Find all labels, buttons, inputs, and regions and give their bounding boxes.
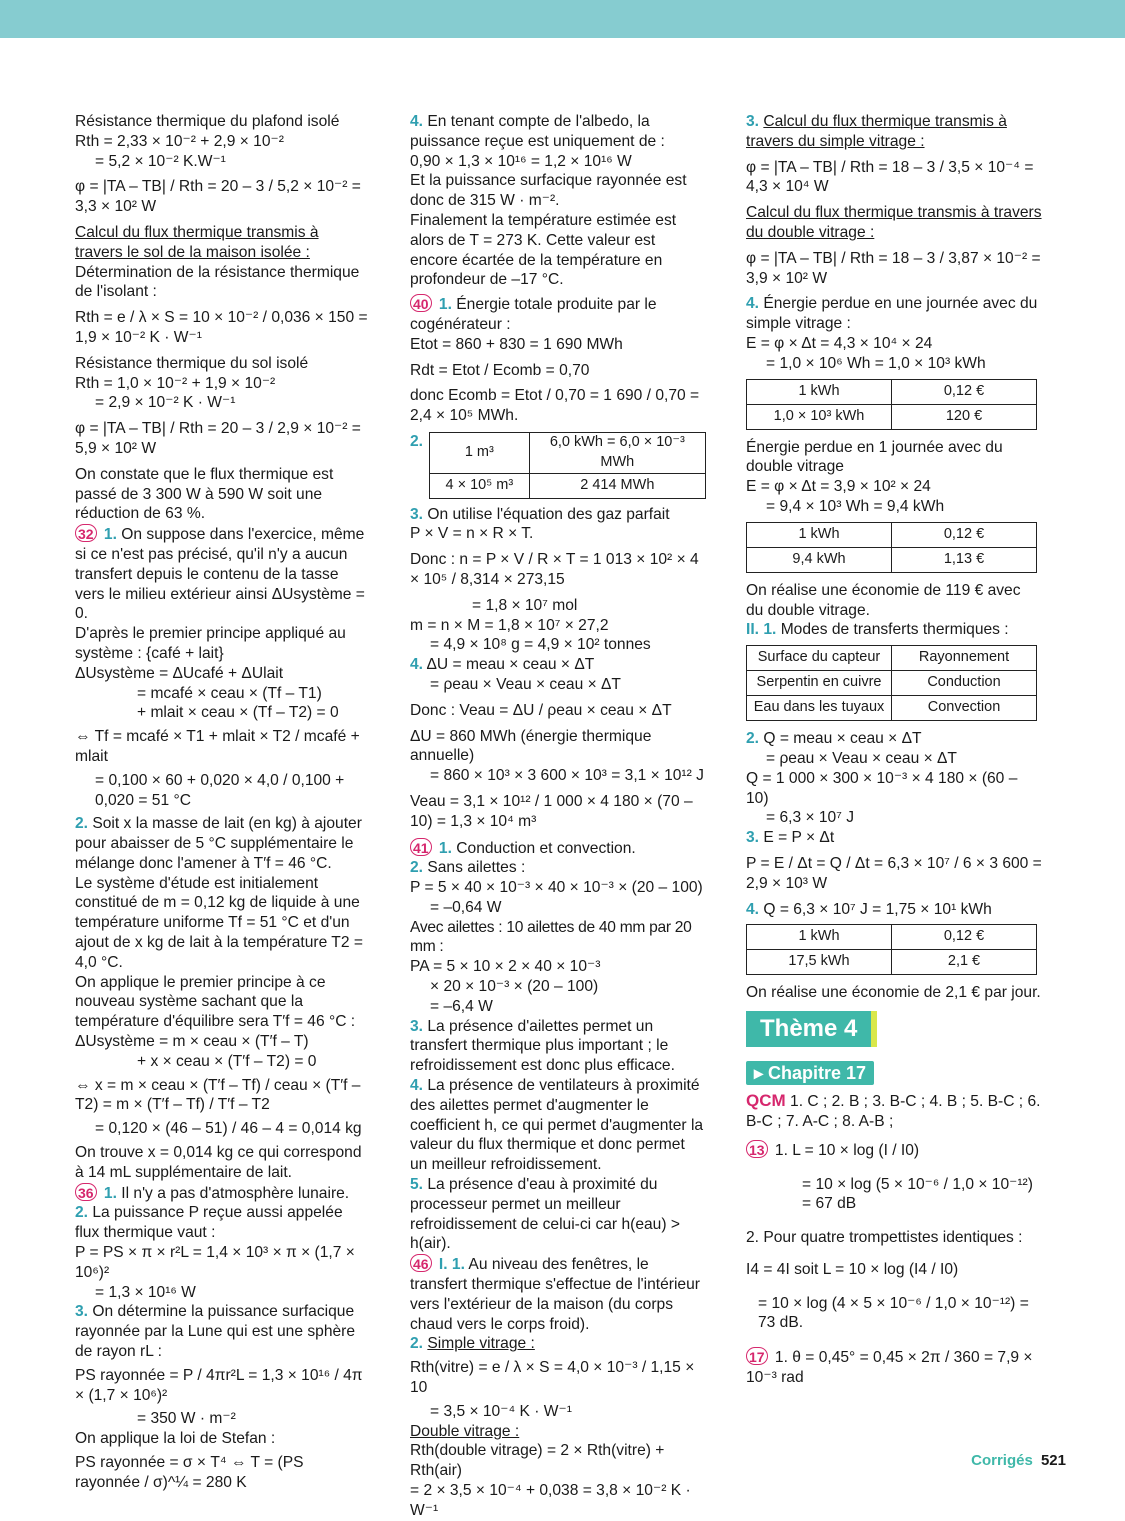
table-cell: Rayonnement [892,646,1037,671]
header-band [0,0,1125,38]
column-2 [410,112,706,1521]
exercise-number-badge: 40 [410,294,432,312]
question-number: 3. [410,1017,424,1035]
table-cell: Eau dans les tuyaux [747,696,892,721]
exercise-40 [410,294,706,335]
formula-line: Veau = 3,1 × 10¹² / 1 000 × 4 180 × (70 – 10) = 1,3 × 10⁴ m³ [410,792,693,830]
question-number: 4. [410,656,424,674]
text-line: Finalement la température estimée est alors de T = 273 K. Cette valeur est encore écartée de la température en profondeur de –17 °C. [410,211,677,289]
question-3 [746,112,1042,152]
table-row [747,547,1037,572]
text-line: = 6,3 × 10⁷ J [766,809,855,827]
table-cell: 17,5 kWh [747,950,892,975]
formula-line: φ = |TA – TB| / Rth = 18 – 3 / 3,5 × 10⁻⁴ = 4,3 × 10⁴ W [746,158,1034,196]
text-line: Au niveau des fenêtres, le transfert thermique s'effectue de l'intérieur vers l'extérieur de la maison (du corps chaud vers le corps froid). [410,1256,700,1333]
double-glazing-cost-table [746,522,1037,573]
text-line: On applique la loi de Stefan : [75,1430,276,1448]
formula-line: φ = |TA – TB| / Rth = 20 – 3 / 5,2 × 10⁻² = 3,3 × 10² W [75,178,361,216]
question-number: 4. [746,900,760,918]
exercise-17 [746,1347,1042,1388]
question-5 [410,1175,706,1254]
text-line: Rth = 1,0 × 10⁻² + 1,9 × 10⁻² [75,374,276,392]
formula-line: ⇔ x = m × ceau × (T′f – Tf) / ceau × (T′f – T2) = m × (T′f – Tf) / T′f – T2 [75,1076,361,1114]
table-row [747,925,1037,950]
text-line: + mlait × ceau × (Tf – T2) = 0 [137,704,339,722]
simple-glazing-cost-table [746,379,1037,430]
table-cell: Conduction [892,671,1037,696]
text-line: = 1,8 × 10⁷ mol [472,596,578,614]
exercise-number-badge: 32 [75,524,97,542]
text-line: = ρeau × Veau × ceau × ΔT [430,675,621,693]
table-cell: 0,12 € [892,522,1037,547]
text-line: Rth(double vitrage) = 2 × Rth(vitre) + Rth(air) [410,1442,665,1480]
text-line: × 20 × 10⁻³ × (20 – 100) [430,978,599,996]
text-line: P = PS × π × r²L = 1,4 × 10³ × π × (1,7 × 10⁶)² [75,1244,355,1281]
text-line: 2. Pour quatre trompettistes identiques : [746,1229,1023,1247]
text-line: = 860 × 10³ × 3 600 × 10³ = 3,1 × 10¹² J [430,767,704,785]
text-line: E = P × Δt [763,829,835,847]
text-line: Résistance thermique du plafond isolé [75,113,340,130]
transfer-modes-table [746,645,1037,721]
text-line: Q = 1 000 × 300 × 10⁻³ × 4 180 × (60 – 10) [746,769,1018,807]
exercise-number-badge: 13 [746,1140,768,1158]
table-row [747,671,1037,696]
text-line: Soit x la masse de lait (en kg) à ajouter pour abaisser de 5 °C supplémentaire le mélange donc l'amener à T′f = 46 °C. [75,815,362,872]
exercise-36 [75,1183,369,1204]
formula-line: donc Ecomb = Etot / 0,70 = 1 690 / 0,70 = 2,4 × 10⁵ MWh. [410,387,700,425]
text-line: Double vitrage : [410,1422,520,1440]
question-2 [410,1334,706,1354]
question-number: 2. [75,1204,89,1222]
formula-line: φ = |TA – TB| / Rth = 20 – 3 / 2,9 × 10⁻² = 5,9 × 10² W [75,420,361,457]
table-cell: 120 € [892,404,1037,429]
formula-line: φ = |TA – TB| / Rth = 18 – 3 / 3,87 × 10⁻² = 3,9 × 10² W [746,249,1041,287]
table-cell: 0,12 € [892,379,1037,404]
question-number: 5. [410,1176,424,1194]
question-number: 2. [410,432,424,450]
text-line: P × V = n × R × T. [410,525,534,543]
question-4 [410,655,706,675]
question-2 [75,814,369,873]
text-line: On détermine la puissance surfacique rayonnée par la Lune qui est une sphère de rayon rL : [75,1303,356,1361]
exercise-41 [410,838,706,859]
text-line: Énergie perdue en 1 journée avec du double vitrage [746,438,1003,476]
text-line: Etot = 860 + 830 = 1 690 MWh [410,335,623,353]
text-line: On trouve x = 0,014 kg ce qui correspond à 14 mL supplémentaire de lait. [75,1144,362,1181]
question-3 [75,1302,369,1361]
question-4 [410,1076,706,1175]
formula-line: PS rayonnée = σ × T⁴ ⇔ T = (PS rayonnée / σ)^¼ = 280 K [75,1454,304,1491]
chapter-banner: ▸ Chapitre 17 [746,1061,874,1085]
text-line: On applique le premier principe à ce nouveau système sachant que la température d'équilibre sera T′f = 46 °C : [75,973,356,1031]
text-line: On réalise une économie de 2,1 € par jour. [746,984,1041,1002]
table-cell: 1 kWh [747,522,892,547]
question-number: 3. [75,1303,89,1321]
theme-banner: Thème 4 [746,1011,877,1047]
formula-line: I4 = 4I soit L = 10 × log (I4 / I0) [746,1260,959,1278]
table-cell: 1,13 € [892,547,1037,572]
text-line: Q = 6,3 × 10⁷ J = 1,75 × 10¹ kWh [763,900,992,918]
text-line: En tenant compte de l'albedo, la puissance reçue est uniquement de : [410,113,665,150]
text-line: La présence de ventilateurs à proximité des ailettes permet d'augmenter le coefficient h, ce qui permet d'augmenter la valeur du flux thermique et donc permet un meilleur refroidissement. [410,1077,704,1174]
table-row [430,432,706,473]
exercise-32 [75,524,369,624]
exercise-number-badge: 41 [410,838,432,856]
exercise-number-badge: 36 [75,1183,97,1201]
formula-line: = 0,120 × (46 – 51) / 46 – 4 = 0,014 kg [95,1120,362,1138]
question-number: 3. [746,829,760,847]
question-number: 2. [746,730,760,748]
savings-table [746,924,1037,975]
question-number: 4. [410,1077,424,1095]
formula-line: 1. θ = 0,45° = 0,45 × 2π / 360 = 7,9 × 10⁻³ rad [746,1349,1033,1387]
text-line: = 5,2 × 10⁻² K.W⁻¹ [95,152,226,170]
formula-line: Rth(vitre) = e / λ × S = 4,0 × 10⁻³ / 1,15 × 10 [410,1359,695,1397]
qcm-answers: 1. C ; 2. B ; 3. B-C ; 4. B ; 5. B-C ; 6. B-C ; 7. A-C ; 8. A-B ; [746,1093,1041,1130]
text-line: Le système d'étude est initialement constitué de m = 0,12 kg de liquide à une température uniforme Tf = 51 °C et d'un ajout de x kg de lait à la température T2 = 4,0 °C. [75,874,363,971]
table-row [747,522,1037,547]
text-line: Avec ailettes : 10 ailettes de 40 mm par 20 mm : [410,918,692,956]
table-cell: 4 × 10⁵ m³ [430,473,530,498]
formula-line: ⇔ Tf = mcafé × T1 + mlait × T2 / mcafé + mlait [75,728,360,765]
question-number: II. 1. [746,621,777,639]
question-number: 2. [75,815,89,833]
table-cell: 9,4 kWh [747,547,892,572]
text-line: E = φ × Δt = 3,9 × 10² × 24 [746,478,931,496]
text-line: La présence d'ailettes permet un transfert thermique plus important ; le refroidissement est donc plus efficace. [410,1017,675,1075]
text-line: Détermination de la résistance thermique de l'isolant : [75,263,360,301]
text-line: = –6,4 W [430,997,493,1015]
page-footer [971,1452,1066,1469]
text-line: La puissance P reçue aussi appelée flux thermique vaut : [75,1204,343,1242]
question-2 [410,858,706,878]
formula-line: Rdt = Etot / Ecomb = 0,70 [410,361,590,379]
text-line: Énergie perdue en une journée avec du simple vitrage : [746,295,1038,333]
question-4 [746,294,1042,334]
question-4 [410,112,706,152]
text-line: = 350 W · m⁻² [137,1410,236,1428]
exercise-number-badge: 46 [410,1254,432,1272]
text-line: ΔU = 860 MWh (énergie thermique annuelle) [410,727,652,765]
question-number: 2. [410,859,424,877]
table-cell: 1 kWh [747,925,892,950]
table-cell: 6,0 kWh = 6,0 × 10⁻³ MWh [529,432,705,473]
question-number: 2. [410,1335,424,1353]
table-cell: 1,0 × 10³ kWh [747,404,892,429]
formula-line: Donc : Veau = ΔU / ρeau × ceau × ΔT [410,701,672,719]
text-line: ΔUsystème = m × ceau × (T′f – T) [75,1033,309,1051]
table-cell: 2,1 € [892,950,1037,975]
text-line: On suppose dans l'exercice, même si ce n'est pas précisé, qu'il n'y a aucun transfert depuis le contenu de la tasse vers le milieu extérieur ainsi ΔUsystème = 0. [75,526,365,623]
formula-line: PS rayonnée = P / 4πr²L = 1,3 × 10¹⁶ / 4π × (1,7 × 10⁶)² [75,1366,363,1404]
table-cell: Surface du capteur [747,646,892,671]
text-line: = –0,64 W [430,898,502,916]
question-3 [746,828,1042,848]
text-line: = 3,5 × 10⁻⁴ K · W⁻¹ [430,1402,572,1420]
text-line: La présence d'eau à proximité du processeur permet un meilleur refroidissement de celui-ci car h(eau) > h(air). [410,1176,680,1253]
table-cell: Serpentin en cuivre [747,671,892,696]
text-line: 0,90 × 1,3 × 10¹⁶ = 1,2 × 10¹⁶ W [410,152,632,170]
text-line: Énergie totale produite par le cogénérateur : [410,296,657,333]
text-line: PA = 5 × 10 × 2 × 40 × 10⁻³ [410,958,601,976]
text-line: = mcafé × ceau × (Tf – T1) [137,684,322,702]
table-row [747,404,1037,429]
question-2 [746,729,1042,749]
table-cell: 1 m³ [430,432,530,473]
text-line: Et la puissance surfacique rayonnée est donc de 315 W · m⁻². [410,172,687,210]
text-line: On réalise une économie de 119 € avec du double vitrage. [746,581,1021,619]
text-line: ΔU = meau × ceau × ΔT [426,656,595,674]
question-number: 1. [103,1184,117,1202]
text-line: Conduction et convection. [456,839,636,857]
table-row [747,696,1037,721]
qcm-line [746,1091,1042,1132]
text-line: + x × ceau × (T′f – T2) = 0 [137,1052,317,1070]
gas-energy-table [429,432,706,499]
text-line: = ρeau × Veau × ceau × ΔT [766,749,957,767]
text-line: Calcul du flux thermique transmis à travers du double vitrage : [746,204,1042,241]
question-number: 4. [410,113,424,130]
text-line: Rth = 2,33 × 10⁻² + 2,9 × 10⁻² [75,132,284,150]
column-1 [75,112,369,1497]
text-line: Résistance thermique du sol isolé [75,354,309,372]
formula-line: Donc : n = P × V / R × T = 1 013 × 10² × 4 × 10⁵ / 8,314 × 273,15 [410,551,699,588]
table-row [747,646,1037,671]
formula-line: = 10 × log (4 × 5 × 10⁻⁶ / 1,0 × 10⁻¹²) = 73 dB. [758,1294,1029,1332]
question-number: 1. [438,839,452,857]
table-row [747,950,1037,975]
text-line: P = 5 × 40 × 10⁻³ × 40 × 10⁻³ × (20 – 100) [410,879,703,897]
formula-line: = 0,100 × 60 + 0,020 × 4,0 / 0,100 + 0,020 = 51 °C [95,771,345,809]
question-2 [75,1203,369,1243]
qcm-label: QCM [746,1091,786,1111]
exercise-46 [410,1254,706,1334]
question-number: 4. [746,295,760,313]
page-number: 521 [1040,1452,1066,1469]
question-3 [410,1017,706,1076]
question-number: 3. [746,113,760,130]
question-II-1 [746,620,1042,640]
text-line: = 1,0 × 10⁶ Wh = 1,0 × 10³ kWh [766,354,986,372]
gas-table-block [410,432,706,499]
question-4 [746,900,1042,920]
text-line: E = φ × Δt = 4,3 × 10⁴ × 24 [746,334,933,352]
table-cell: 0,12 € [892,925,1037,950]
table-cell: Convection [892,696,1037,721]
text-line: = 2 × 3,5 × 10⁻⁴ + 0,038 = 3,8 × 10⁻² K · W⁻¹ [410,1482,691,1519]
text-line: Il n'y a pas d'atmosphère lunaire. [121,1184,350,1202]
question-number: I. 1. [438,1256,465,1274]
formula-line: 1. L = 10 × log (I / I0) [774,1141,920,1159]
table-cell: 1 kWh [747,379,892,404]
text-line: Q = meau × ceau × ΔT [763,730,922,748]
text-line: D'après le premier principe appliqué au système : {café + lait} [75,625,346,662]
text-line: = 1,3 × 10¹⁶ W [95,1283,196,1301]
table-cell: 2 414 MWh [529,473,705,498]
text-line: On constate que le flux thermique est passé de 3 300 W à 590 W soit une réduction de 63 %. [75,465,334,523]
formula-line: = 10 × log (5 × 10⁻⁶ / 1,0 × 10⁻¹²) = 67 dB [802,1175,1033,1213]
question-number: 1. [103,526,117,544]
text-line: = 2,9 × 10⁻² K · W⁻¹ [95,394,236,412]
formula-line: P = E / Δt = Q / Δt = 6,3 × 10⁷ / 6 × 3 600 = 2,9 × 10³ W [746,854,1042,892]
text-line: ΔUsystème = ΔUcafé + ΔUlait [75,664,284,682]
text-line: m = n × M = 1,8 × 10⁷ × 27,2 [410,616,609,634]
exercise-number-badge: 17 [746,1347,768,1365]
question-number: 3. [410,505,424,523]
text-line: Sans ailettes : [427,859,526,877]
question-3 [410,505,706,525]
table-row [747,379,1037,404]
table-row [430,473,706,498]
text-line: Modes de transferts thermiques : [780,621,1009,639]
question-number: 1. [438,296,452,314]
text-line: On utilise l'équation des gaz parfait [427,505,670,523]
text-line: = 4,9 × 10⁸ g = 4,9 × 10² tonnes [430,636,651,654]
footer-label: Corrigés [971,1452,1033,1469]
column-3 [746,112,1042,1388]
text-line: Simple vitrage : [427,1335,535,1353]
text-line: Calcul du flux thermique transmis à travers du simple vitrage : [746,113,1007,150]
formula-line: Rth = e / λ × S = 10 × 10⁻² / 0,036 × 150 = 1,9 × 10⁻² K · W⁻¹ [75,309,368,346]
exercise-13 [746,1140,1042,1161]
text-line: Calcul du flux thermique transmis à travers le sol de la maison isolée : [75,223,319,261]
text-line: = 9,4 × 10³ Wh = 9,4 kWh [766,497,945,515]
